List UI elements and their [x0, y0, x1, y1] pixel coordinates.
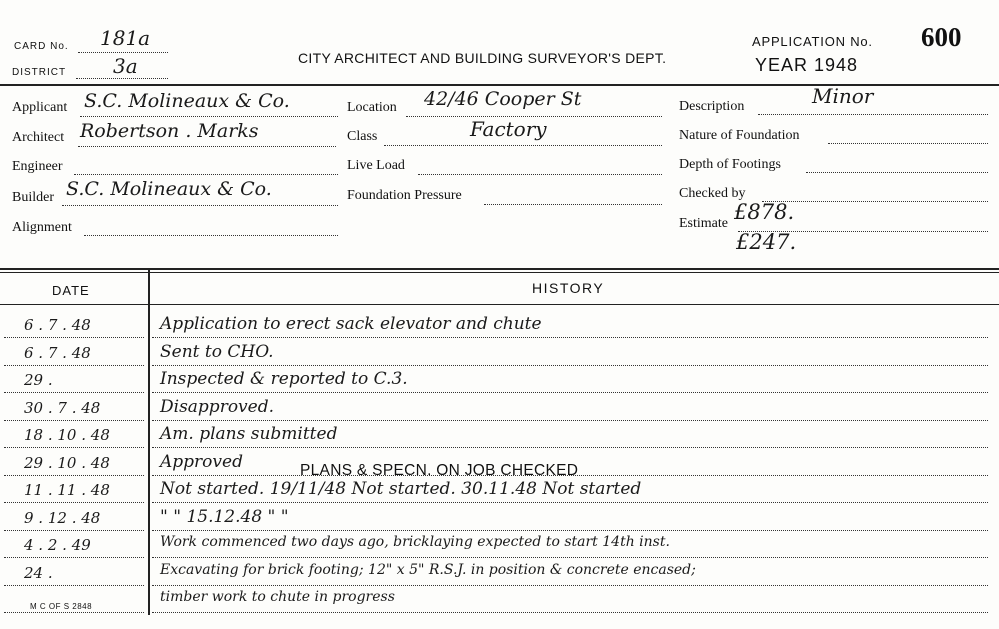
- alignment-label: Alignment: [12, 220, 72, 235]
- history-header-rule: [0, 304, 999, 305]
- architect-label: Architect: [12, 130, 65, 145]
- builder-line: [62, 205, 338, 206]
- history-entry: " " 15.12.48 " ": [160, 506, 289, 527]
- date-row-line: [4, 585, 144, 586]
- history-row-line: [152, 585, 988, 586]
- history-entry: Approved: [160, 451, 243, 472]
- history-row-line: [152, 530, 988, 531]
- applicant-value: S.C. Molineaux & Co.: [84, 90, 290, 112]
- foundation-pressure-label: Foundation Pressure: [347, 188, 462, 203]
- footer-code: M C OF S 2848: [30, 602, 93, 611]
- history-date: 6 . 7 . 48: [24, 316, 91, 334]
- history-date: 4 . 2 . 49: [24, 536, 91, 554]
- date-row-line: [4, 337, 144, 338]
- description-line: [758, 114, 988, 115]
- history-date: 29 . 10 . 48: [24, 453, 110, 472]
- history-row-line: [152, 502, 988, 503]
- date-row-line: [4, 365, 144, 366]
- history-date: 11 . 11 . 48: [24, 481, 110, 499]
- dept-title: CITY ARCHITECT AND BUILDING SURVEYOR'S DEPT.: [298, 50, 667, 66]
- live-load-label: Live Load: [347, 158, 405, 173]
- history-entry: Not started. 19/11/48 Not started. 30.11.48 Not started: [160, 479, 642, 499]
- depth-footings-line: [806, 172, 988, 173]
- date-row-line: [4, 447, 144, 448]
- nature-foundation-label: Nature of Foundation: [679, 128, 800, 143]
- class-line: [384, 145, 662, 146]
- history-date: 9 . 12 . 48: [24, 508, 101, 527]
- estimate-extra: £247.: [736, 230, 797, 254]
- history-row-line: [152, 612, 988, 613]
- history-date: 6 . 7 . 48: [24, 343, 91, 362]
- history-date: 18 . 10 . 48: [24, 426, 110, 444]
- history-row-line: [152, 557, 988, 558]
- foundation-pressure-line: [484, 204, 662, 205]
- estimate-value: £878.: [734, 200, 795, 224]
- card-no-label: CARD No.: [14, 41, 69, 52]
- checked-by-label: Checked by: [679, 186, 746, 201]
- architect-value: Robertson . Marks: [80, 120, 259, 142]
- date-header: DATE: [52, 283, 90, 298]
- card-no-line: [78, 52, 168, 53]
- engineer-label: Engineer: [12, 159, 63, 174]
- history-row-line: [152, 420, 988, 421]
- history-entry: Work commenced two days ago, bricklaying expected to start 14th inst.: [160, 534, 670, 550]
- history-entry: Application to erect sack elevator and chute: [160, 314, 542, 334]
- history-entry: timber work to chute in progress: [160, 589, 395, 605]
- date-row-line: [4, 612, 144, 613]
- engineer-line: [74, 174, 338, 175]
- class-value: Factory: [470, 117, 547, 141]
- date-row-line: [4, 475, 144, 476]
- checked-by-line: [762, 201, 988, 202]
- history-entry: Am. plans submitted: [160, 424, 338, 444]
- application-label: APPLICATION No.: [752, 34, 873, 49]
- date-row-line: [4, 420, 144, 421]
- description-label: Description: [679, 99, 745, 114]
- history-entry: Disapproved.: [160, 396, 275, 417]
- history-header: HISTORY: [532, 280, 605, 296]
- architect-line: [78, 146, 336, 147]
- history-date: 29 .: [24, 371, 53, 389]
- district-line: [76, 78, 168, 79]
- history-row-line: [152, 337, 988, 338]
- history-entry: Sent to CHO.: [160, 341, 274, 362]
- live-load-line: [418, 174, 662, 175]
- year-label: YEAR 1948: [755, 55, 859, 75]
- approval-stamp: PLANS & SPECN. ON JOB CHECKED: [300, 462, 579, 479]
- applicant-label: Applicant: [12, 100, 68, 115]
- date-column-divider: [148, 270, 150, 615]
- location-value: 42/46 Cooper St: [424, 88, 582, 110]
- district-value: 3a: [113, 54, 138, 78]
- applicant-line: [80, 116, 338, 117]
- builder-value: S.C. Molineaux & Co.: [66, 178, 272, 200]
- history-row-line: [152, 392, 988, 393]
- date-row-line: [4, 557, 144, 558]
- history-row-line: [152, 365, 988, 366]
- alignment-line: [84, 235, 338, 236]
- history-date: 24 .: [24, 563, 53, 582]
- history-date: 30 . 7 . 48: [24, 398, 101, 417]
- history-row-line: [152, 447, 988, 448]
- date-row-line: [4, 392, 144, 393]
- location-label: Location: [347, 100, 397, 115]
- estimate-label: Estimate: [679, 216, 728, 231]
- card-no-value: 181a: [100, 26, 151, 50]
- builder-label: Builder: [12, 190, 54, 205]
- date-row-line: [4, 530, 144, 531]
- history-entry: Excavating for brick footing; 12" x 5" R.S.J. in position & concrete encased;: [160, 561, 696, 578]
- district-label: DISTRICT: [12, 67, 67, 78]
- depth-footings-label: Depth of Footings: [679, 157, 781, 172]
- date-row-line: [4, 502, 144, 503]
- application-number: 600: [921, 22, 962, 52]
- history-entry: Inspected & reported to C.3.: [160, 369, 408, 389]
- nature-foundation-line: [828, 143, 988, 144]
- description-value: Minor: [812, 84, 874, 108]
- class-label: Class: [347, 129, 378, 144]
